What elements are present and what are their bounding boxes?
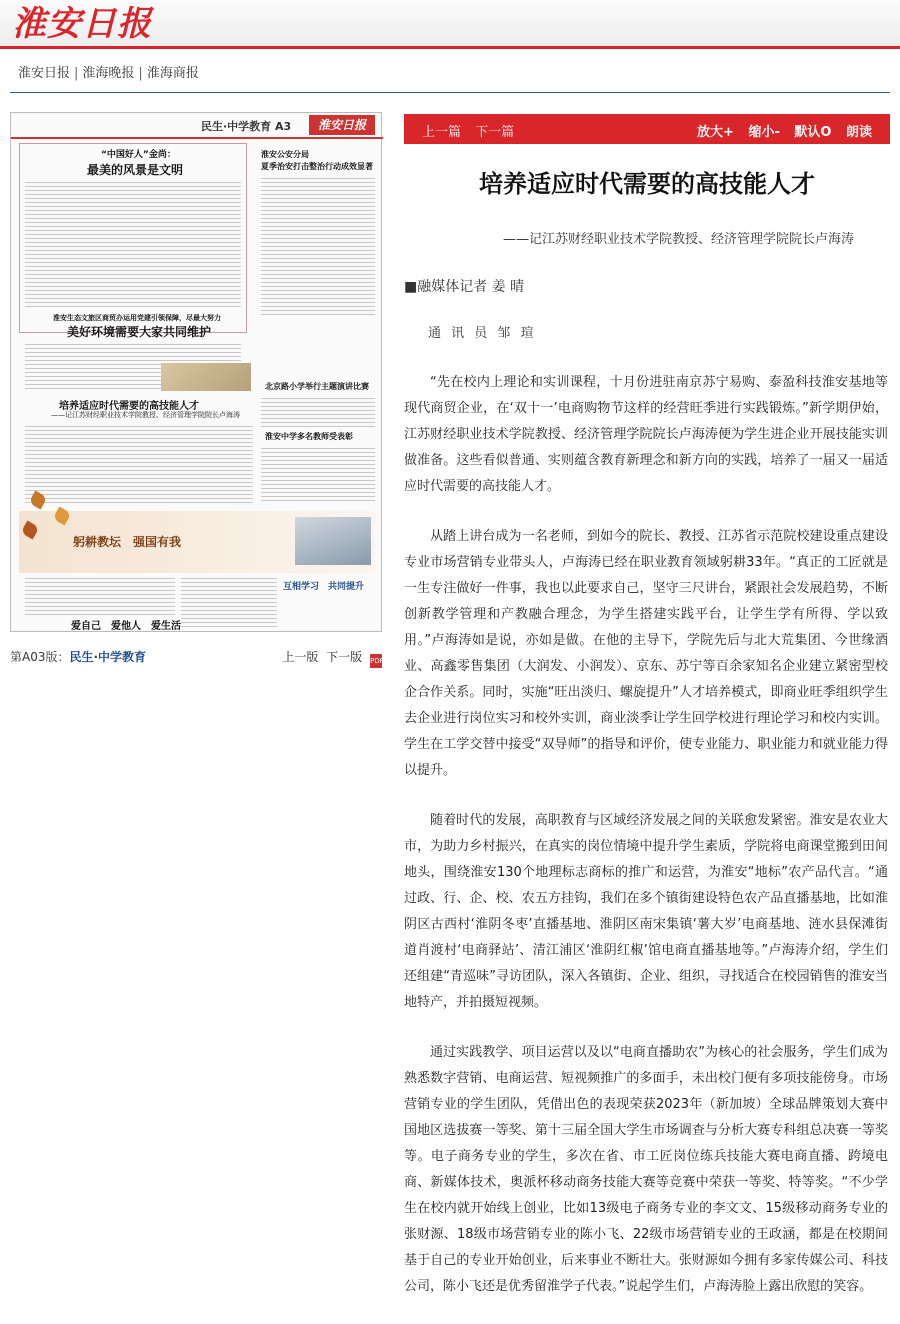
article-body	[404, 370, 888, 1324]
thumb-headline[interactable]: 美好环境需要大家共同维护	[67, 325, 212, 339]
link-huaihai-commercial[interactable]: 淮海商报	[146, 66, 199, 81]
masthead	[0, 0, 900, 48]
thumb-headline[interactable]: 淮安生态文旅区商贸办运用党建引领保障，尽最大努力	[53, 314, 221, 322]
version-name[interactable]: 民生·中学教育	[69, 650, 147, 664]
thumb-headline[interactable]: “中国好人”金尚：	[101, 150, 176, 160]
pdf-icon[interactable]: PDF	[370, 654, 382, 668]
thumb-photo	[161, 363, 251, 391]
thumb-logo: 淮安日报	[309, 115, 375, 135]
thumb-headline[interactable]: ——记江苏财经职业技术学院教授、经济管理学院院长卢海涛	[51, 411, 240, 419]
article-paragraph: 随着时代的发展，高职教育与区域经济发展之间的关联愈发紧密。淮安是农业大市，为助力乡村振兴，在真实的岗位情境中提升学生素质，学院将电商课堂搬到田间地头，围绕淮安130个地理标志商标的推广和运营，为淮安“地标”农产品代言。“通过政、行、企、校、农五方挂钩，我们在多个镇街建设特色农产品直播基地，比如淮阴区古西村‘淮阴冬枣’直播基地、淮阴区南宋集镇‘薯大岁’电商基地、涟水县保滩街道肖渡村‘电商驿站’、清江浦区‘淮阴红椒’馆电商直播基地等。”卢海涛介绍，学生们还组建“青巡味”寻访团队，深入各镇街、企业、组织，寻找适合在校园销售的淮安当地特产，并拍摄短视频。	[404, 813, 888, 1010]
thumb-text-block	[261, 445, 375, 503]
version-nav	[278, 648, 382, 668]
thumb-text-block	[181, 575, 277, 629]
page-version-bar	[10, 648, 382, 665]
next-article-button[interactable]: 下一篇	[475, 125, 515, 140]
link-huaian-daily[interactable]: 淮安日报	[18, 66, 71, 81]
article-nav	[422, 121, 524, 140]
divider	[10, 92, 890, 93]
prev-article-button[interactable]: 上一篇	[422, 125, 462, 140]
article-byline-reporter: ■融媒体记者 姜 晴	[404, 279, 525, 295]
thumb-headline[interactable]: 培养适应时代需要的高技能人才	[59, 401, 199, 412]
default-size-button[interactable]: 默认O	[794, 125, 832, 140]
thumb-header	[11, 113, 383, 139]
thumb-headline[interactable]: 最美的风景是文明	[87, 163, 184, 177]
thumb-section-label: 民生·中学教育 A3	[201, 120, 292, 133]
zoom-out-button[interactable]: 缩小-	[748, 125, 780, 140]
thumb-headline[interactable]: 互相学习 共同提升	[283, 582, 365, 592]
prev-page-link[interactable]: 上一版	[282, 650, 319, 664]
thumb-headline[interactable]: 北京路小学举行主题演讲比赛	[265, 382, 369, 391]
thumb-text-block	[25, 575, 175, 615]
link-separator: |	[74, 66, 79, 81]
article-paragraph: 通过实践教学、项目运营以及以“电商直播助农”为核心的社会服务，学生们成为熟悉数字营销、电商运营、短视频推广的多面手，未出校门便有多项技能傍身。市场营销专业的学生团队，凭借出色的表现荣获2023年（新加坡）全球品牌策划大赛中国地区选拔赛一等奖、第十三届全国大学生市场调查与分析大赛专科组总决赛一等奖等。电子商务专业的学生，多次在省、市工匠岗位练兵技能大赛电商直播、跨境电商、新媒体技术，奥派杯移动商务技能大赛等竞赛中荣获一等奖、特等奖。“不少学生在校内就开始线上创业，比如13级电子商务专业的李文文、15级移动商务专业的张财源、18级市场营销专业的陈小飞、22级市场营销专业的王政涵，都是在校期间基于自己的专业开始创业，后来事业不断壮大。张财源如今拥有多家传媒公司、科技公司，陈小飞还是优秀留淮学子代表。”说起学生们，卢海涛脸上露出欣慰的笑容。	[404, 1045, 888, 1294]
thumb-headline[interactable]: 躬耕教坛 强国有我	[73, 535, 182, 549]
thumb-headline[interactable]: 爱自己 爱他人 爱生活	[71, 621, 181, 632]
article-subtitle: ——记江苏财经职业技术学院教授、经济管理学院院长卢海涛	[502, 232, 854, 247]
thumb-headline[interactable]: 夏季治安打击整治行动成效显著	[261, 162, 373, 171]
article-title: 培养适应时代需要的高技能人才	[479, 170, 815, 198]
version-number: 第A03版：	[10, 650, 70, 664]
version-label	[10, 650, 146, 664]
read-aloud-button[interactable]: 朗读	[845, 125, 872, 140]
thumb-text-block	[25, 423, 253, 505]
article-paragraph: “先在校内上理论和实训课程，十月份进驻南京苏宁易购、泰盈科技淮安基地等现代商贸企业，在‘双十一’电商购物节这样的经营旺季进行实践锻炼。”新学期伊始，江苏财经职业技术学院教授、经济管理学院院长卢海涛便为学生进企业开展技能实训做准备。这些看似普通、实则蕴含教育新理念和新方向的实践，培养了一届又一届适应时代需要的高技能人才。	[404, 375, 888, 494]
article-toolbar	[404, 114, 890, 144]
reading-controls	[687, 121, 872, 140]
thumb-text-block	[25, 179, 241, 309]
article-paragraph: 从踏上讲台成为一名老师，到如今的院长、教授、江苏省示范院校建设重点建设专业市场营销专业带头人，卢海涛已经在职业教育领域躬耕33年。“真正的工匠就是一生专注做好一件事，我也以此要求自己，坚守三尺讲台，紧跟社会发展趋势，不断创新教学管理和产教融合理念，为学生搭建实践平台，让学生学有所得、学以致用。”卢海涛如是说，亦如是做。在他的主导下，学院先后与北大荒集团、今世缘酒业、高鑫零售集团（大润发、小润发）、京东、苏宁等百余家知名企业建立紧密型校企合作关系。同时，实施“旺出淡归、螺旋提升”人才培养模式，即商业旺季组织学生去企业进行岗位实习和校外实训，商业淡季让学生回学校进行理论学习和校内实训。学生在工学交替中接受“双导师”的指导和评价，使专业能力、职业能力和就业能力得以提升。	[404, 529, 888, 778]
header-red-rule	[0, 46, 900, 49]
paper-links	[18, 62, 199, 81]
article-byline-correspondent: 通 讯 员 邹 瑄	[428, 326, 537, 341]
link-huaihai-evening[interactable]: 淮海晚报	[82, 66, 135, 81]
thumb-text-block	[261, 175, 375, 315]
zoom-in-button[interactable]: 放大+	[697, 125, 734, 140]
newspaper-page-thumbnail[interactable]	[10, 112, 382, 632]
thumb-text-block	[261, 395, 375, 427]
site-logo[interactable]: 淮安日报	[12, 4, 152, 44]
next-page-link[interactable]: 下一版	[326, 650, 363, 664]
thumb-headline[interactable]: 淮安中学多名教师受表彰	[265, 432, 353, 441]
thumb-photo	[295, 517, 371, 565]
link-separator: |	[138, 66, 143, 81]
thumb-headline[interactable]: 淮安公安分局	[261, 150, 309, 159]
